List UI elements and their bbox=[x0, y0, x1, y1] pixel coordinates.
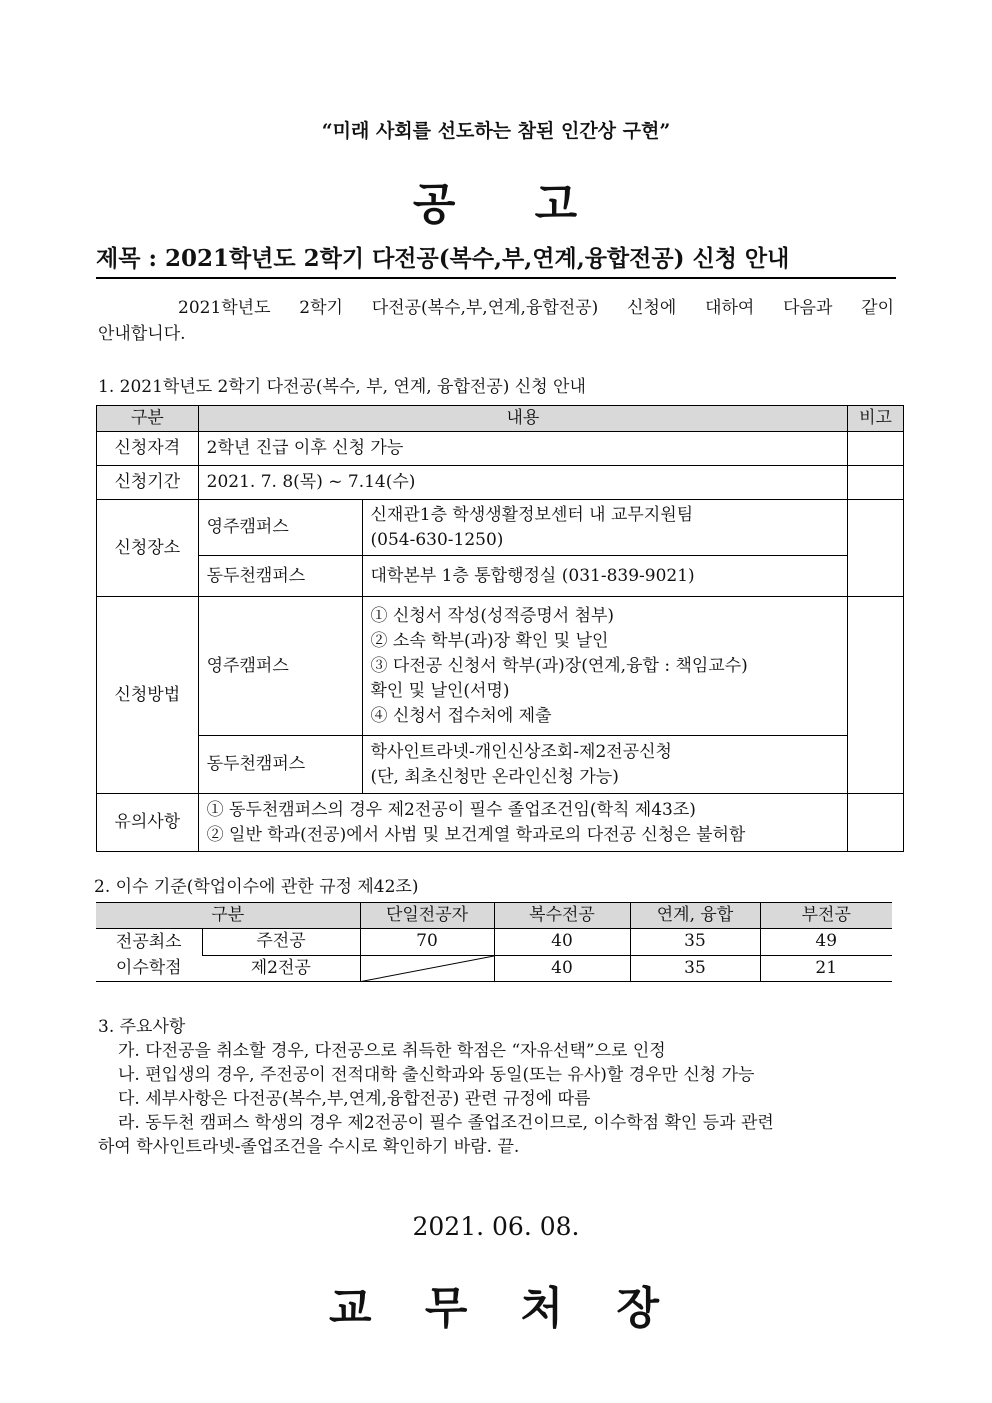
table-row bbox=[97, 794, 904, 852]
method-dongducheon-line2: (단, 최초신청만 온라인신청 가능) bbox=[370, 766, 619, 787]
note-line: ① 동두천캠퍼스의 경우 제2전공이 필수 졸업조건임(학칙 제43조) bbox=[206, 799, 696, 820]
qualification-value: 2학년 진급 이후 신청 가능 bbox=[198, 432, 847, 466]
key-note-item-4-line1: 라. 동두천 캠퍼스 학생의 경우 제2전공이 필수 졸업조건이므로, 이수학점 확인 등과 관련 bbox=[118, 1113, 774, 1133]
credit-header-linked: 연계, 융합 bbox=[630, 903, 760, 929]
credit-header-category: 구분 bbox=[96, 903, 360, 929]
intro-paragraph bbox=[98, 295, 894, 347]
intro-line-2: 안내합니다. bbox=[98, 324, 186, 344]
table-row bbox=[97, 736, 904, 794]
slogan: “미래 사회를 선도하는 참된 인간상 구현” bbox=[321, 120, 671, 142]
application-table bbox=[96, 405, 904, 852]
credit-group-line1: 전공최소 bbox=[115, 932, 182, 952]
table-row bbox=[97, 466, 904, 500]
credit-header-single: 단일전공자 bbox=[360, 903, 494, 929]
signature: 교 무 처 장 bbox=[329, 1283, 663, 1334]
intro-line-1: 2021학년도 2학기 다전공(복수,부,연계,융합전공) 신청에 대하여 다음과 같이 bbox=[178, 298, 894, 318]
credit-header-double: 복수전공 bbox=[494, 903, 630, 929]
credit-table bbox=[96, 902, 892, 982]
method-step: ① 신청서 작성(성적증명서 첨부) bbox=[370, 605, 615, 626]
notes-value bbox=[198, 794, 847, 852]
qualification-label: 신청자격 bbox=[97, 432, 199, 466]
credit-header-minor: 부전공 bbox=[760, 903, 892, 929]
credit-group-label bbox=[96, 929, 202, 982]
method-dongducheon-campus: 동두천캠퍼스 bbox=[198, 736, 362, 794]
credit-group-line2: 이수학점 bbox=[115, 958, 182, 978]
remark-cell bbox=[848, 466, 904, 500]
remark-cell bbox=[848, 794, 904, 852]
document-date: 2021. 06. 08. bbox=[412, 1212, 580, 1241]
method-yeongju-campus: 영주캠퍼스 bbox=[198, 597, 362, 736]
key-note-item-4-line2: 하여 학사인트라넷-졸업조건을 수시로 확인하기 바람. 끝. bbox=[98, 1137, 520, 1157]
credit-cell: 35 bbox=[630, 955, 760, 982]
note-line: ② 일반 학과(전공)에서 사범 및 보건계열 학과로의 다전공 신청은 불허함 bbox=[206, 824, 746, 845]
diagonal-line bbox=[361, 956, 494, 982]
document-title: 제목 : 2021학년도 2학기 다전공(복수,부,연계,융합전공) 신청 안내 bbox=[96, 240, 896, 279]
section1-title: 1. 2021학년도 2학기 다전공(복수, 부, 연계, 융합전공) 신청 안내 bbox=[98, 377, 586, 397]
credit-row-label: 제2전공 bbox=[202, 955, 360, 982]
header-category: 구분 bbox=[97, 406, 199, 432]
method-dongducheon-line1: 학사인트라넷-개인신상조회-제2전공신청 bbox=[370, 741, 672, 762]
period-label: 신청기간 bbox=[97, 466, 199, 500]
header-content: 내용 bbox=[198, 406, 847, 432]
table-row bbox=[96, 929, 892, 956]
remark-cell bbox=[848, 432, 904, 466]
table-row bbox=[97, 500, 904, 556]
notice-heading: 공 고 bbox=[412, 179, 580, 230]
period-value: 2021. 7. 8(목) ~ 7.14(수) bbox=[198, 466, 847, 500]
credit-header-row bbox=[96, 903, 892, 929]
method-yeongju-steps bbox=[362, 597, 848, 736]
method-step: 확인 및 날인(서명) bbox=[370, 680, 510, 701]
credit-cell: 21 bbox=[760, 955, 892, 982]
place-yeongju-value bbox=[362, 500, 848, 556]
key-note-item: 가. 다전공을 취소할 경우, 다전공으로 취득한 학점은 “자유선택”으로 인정 bbox=[118, 1041, 666, 1061]
table-row bbox=[96, 955, 892, 982]
place-yeongju-line1: 신재관1층 학생생활정보센터 내 교무지원팀 bbox=[370, 504, 694, 525]
place-label: 신청장소 bbox=[97, 500, 199, 597]
method-step: ④ 신청서 접수처에 제출 bbox=[370, 705, 552, 726]
place-dongducheon-value: 대학본부 1층 통합행정실 (031-839-9021) bbox=[362, 556, 848, 597]
place-dongducheon-campus: 동두천캠퍼스 bbox=[198, 556, 362, 597]
header-remark: 비고 bbox=[848, 406, 904, 432]
credit-cell: 35 bbox=[630, 929, 760, 956]
method-label: 신청방법 bbox=[97, 597, 199, 794]
notes-label: 유의사항 bbox=[97, 794, 199, 852]
key-note-item: 다. 세부사항은 다전공(복수,부,연계,융합전공) 관련 규정에 따름 bbox=[118, 1089, 591, 1109]
table-row bbox=[97, 556, 904, 597]
table-row bbox=[97, 597, 904, 736]
method-step: ③ 다전공 신청서 학부(과)장(연계,융합 : 책임교수) bbox=[370, 655, 748, 676]
method-step: ② 소속 학부(과)장 확인 및 날인 bbox=[370, 630, 609, 651]
table-header-row bbox=[97, 406, 904, 432]
remark-cell bbox=[848, 500, 904, 597]
credit-cell: 70 bbox=[360, 929, 494, 956]
table-row bbox=[97, 432, 904, 466]
remark-cell bbox=[848, 597, 904, 794]
section2-title: 2. 이수 기준(학업이수에 관한 규정 제42조) bbox=[94, 877, 419, 897]
place-yeongju-campus: 영주캠퍼스 bbox=[198, 500, 362, 556]
credit-cell-empty bbox=[360, 955, 494, 982]
place-yeongju-line2: (054-630-1250) bbox=[370, 529, 504, 550]
credit-cell: 40 bbox=[494, 929, 630, 956]
credit-row-label: 주전공 bbox=[202, 929, 360, 956]
section3-title: 3. 주요사항 bbox=[98, 1017, 186, 1037]
credit-cell: 49 bbox=[760, 929, 892, 956]
key-notes bbox=[98, 1015, 894, 1159]
key-note-item: 나. 편입생의 경우, 주전공이 전적대학 출신학과와 동일(또는 유사)할 경우만 신청 가능 bbox=[118, 1065, 755, 1085]
method-dongducheon-value bbox=[362, 736, 848, 794]
credit-cell: 40 bbox=[494, 955, 630, 982]
